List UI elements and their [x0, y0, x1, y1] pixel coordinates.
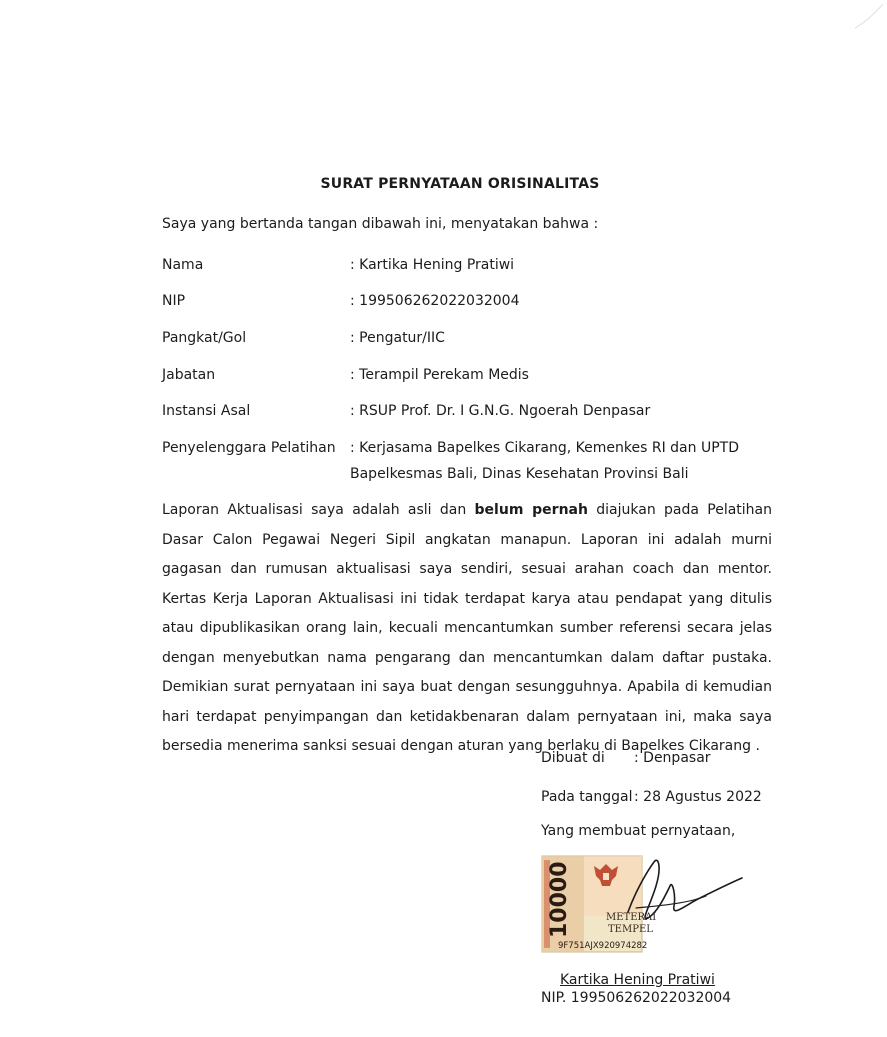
field-label: Instansi Asal [162, 403, 251, 419]
letter-title: SURAT PERNYATAAN ORISINALITAS [320, 176, 600, 192]
field-value: : Kartika Hening Pratiwi [350, 257, 515, 273]
stamp-label-meterai: METERAI [606, 912, 657, 923]
stamp-denomination: 10000 [547, 861, 572, 938]
field-value: : RSUP Prof. Dr. I G.N.G. Ngoerah Denpasar [350, 403, 651, 419]
field-label: Penyelenggara Pelatihan [162, 440, 336, 456]
intro-sentence: Saya yang bertanda tangan dibawah ini, menyatakan bahwa : [162, 216, 599, 232]
signer-nip: NIP. 199506262022032004 [541, 990, 732, 1006]
meterai-stamp [536, 850, 751, 960]
field-value: : Terampil Perekam Medis [350, 367, 529, 383]
field-value: : Kerjasama Bapelkes Cikarang, Kemenkes RI dan UPTD [350, 440, 739, 456]
place-value: : Denpasar [634, 750, 711, 766]
handwritten-signature [628, 860, 742, 918]
paragraph-text: diajukan pada Pelatihan Dasar Calon Pegawai Negeri Sipil angkatan manapun. Laporan ini adalah murni gagasan dan rumusan aktualisasi saya sendiri, sesuai arahan coach dan mentor. Kertas Kerja Laporan Aktualisasi ini tidak terdapat karya atau pendapat yang ditulis atau dipublikasikan orang lain, kecuali mencantumkan sumber referensi secara jelas dengan menyebutkan nama pengarang dan mencantumkan dalam daftar pustaka. Demikian surat pernyataan ini saya buat dengan sesungguhnya. Apabila di kemudian hari terdapat penyimpangan dan ketidakbenaran dalam pernyataan ini, maka saya bersedia menerima sanksi sesuai dengan aturan yang berlaku di Bapelkes Cikarang . [162, 502, 772, 754]
field-value: : 199506262022032004 [350, 293, 520, 309]
paragraph-emphasis: belum pernah [474, 502, 588, 518]
place-label: Dibuat di [541, 750, 605, 766]
stamp-label-tempel: TEMPEL [608, 924, 653, 935]
field-label: Jabatan [162, 367, 216, 383]
field-value: : Pengatur/IIC [350, 330, 445, 346]
field-label: Pangkat/Gol [162, 330, 247, 346]
stamp-serial: 9F751AJX920974282 [558, 941, 648, 951]
stamp-and-signature [536, 850, 751, 960]
paragraph-text: Laporan Aktualisasi saya adalah asli dan [162, 502, 475, 518]
statement-paragraph [162, 496, 772, 762]
field-label: NIP [162, 293, 186, 309]
date-value: : 28 Agustus 2022 [634, 789, 762, 805]
closing-line: Yang membuat pernyataan, [541, 823, 736, 839]
field-value-continued: Bapelkesmas Bali, Dinas Kesehatan Provinsi Bali [350, 466, 689, 482]
date-label: Pada tanggal [541, 789, 633, 805]
field-label: Nama [162, 257, 204, 273]
scan-artifact-mark [847, 0, 887, 30]
signer-name: Kartika Hening Pratiwi [560, 972, 715, 988]
